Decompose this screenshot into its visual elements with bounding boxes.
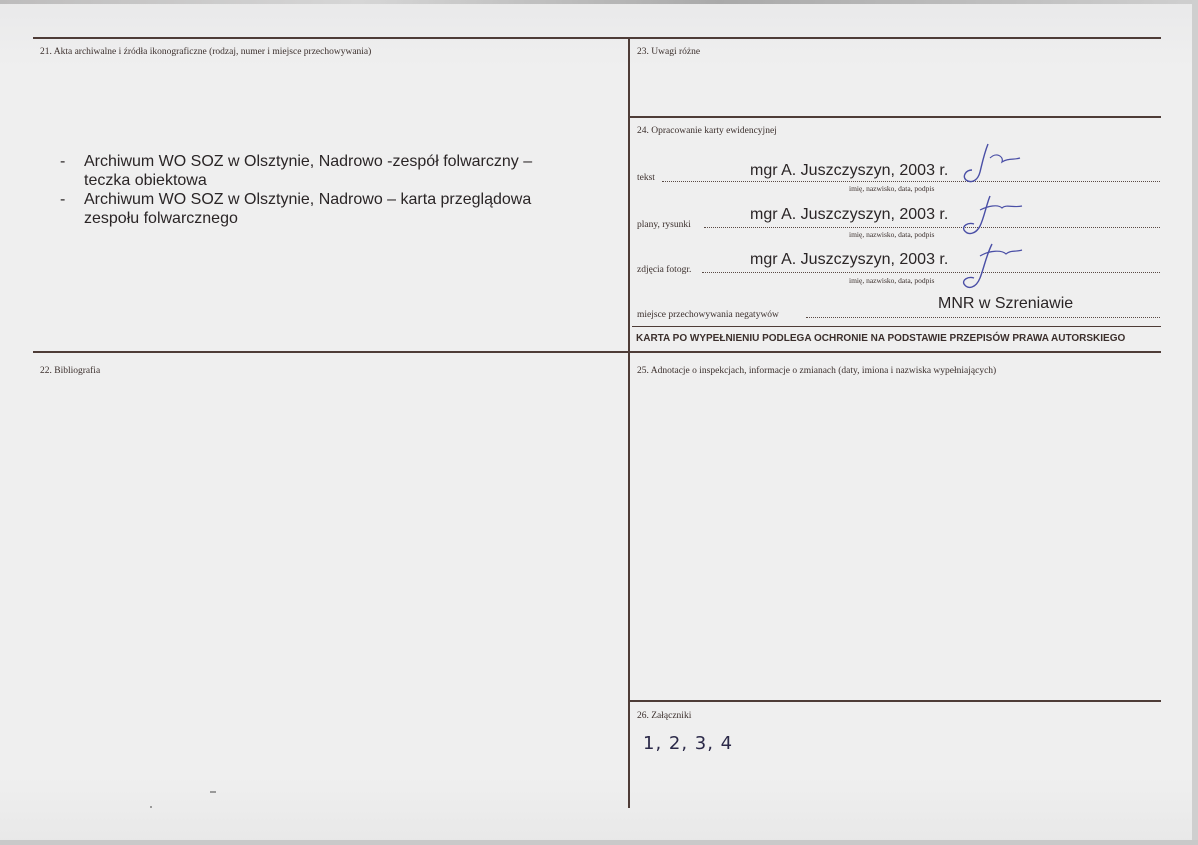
field-26-label: 26. Załączniki	[637, 711, 692, 721]
field-21-label: 21. Akta archiwalne i źródła ikonograficzne (rodzaj, numer i miejsce przechowywania)	[40, 47, 372, 57]
list-item	[60, 152, 560, 190]
paper-speck	[210, 791, 216, 793]
archive-source-1: Archiwum WO SOZ w Olsztynie, Nadrowo -zespół folwarczny – teczka obiektowa	[84, 153, 533, 189]
negatives-line	[806, 317, 1160, 318]
paper-speck	[150, 806, 152, 808]
bullet-dash: -	[60, 191, 66, 208]
list-item	[60, 190, 560, 228]
field-23-label: 23. Uwagi różne	[637, 47, 701, 57]
rule-25-26-divider	[628, 700, 1161, 702]
bullet-dash: -	[60, 153, 66, 170]
field-22-label: 22. Bibliografia	[40, 366, 101, 376]
attachments-value: 1, 2, 3, 4	[643, 733, 734, 754]
rule-top	[33, 37, 1161, 39]
row-text-value: mgr A. Juszczyszyn, 2003 r.	[750, 162, 949, 179]
row-text-line	[662, 181, 1160, 182]
rule-middle	[33, 351, 1161, 353]
field-25-label: 25. Adnotacje o inspekcjach, informacje o zmianach (daty, imiona i nazwiska wypełniających)	[637, 366, 997, 376]
negatives-label: miejsce przechowywania negatywów	[637, 310, 779, 320]
row-plans-value: mgr A. Juszczyszyn, 2003 r.	[750, 206, 949, 223]
paper-edge-top	[0, 0, 1198, 4]
row-photos-hint: imię, nazwisko, data, podpis	[849, 276, 935, 285]
signature-plans-icon	[958, 192, 1028, 244]
paper-edge-bottom	[0, 840, 1198, 845]
copyright-notice: KARTA PO WYPEŁNIENIU PODLEGA OCHRONIE NA PODSTAWIE PRZEPISÓW PRAWA AUTORSKIEGO	[636, 333, 1126, 344]
archive-source-2: Archiwum WO SOZ w Olsztynie, Nadrowo – karta przeglądowa zespołu folwarcznego	[84, 191, 532, 227]
row-photos-label: zdjęcia fotogr.	[637, 265, 692, 275]
rule-center-vertical	[628, 37, 630, 808]
row-text-label: tekst	[637, 173, 655, 183]
row-plans-line	[704, 227, 1160, 228]
row-plans-hint: imię, nazwisko, data, podpis	[849, 230, 935, 239]
archive-sources-list	[60, 152, 560, 228]
rule-23-24-divider	[628, 116, 1161, 118]
row-plans-label: plany, rysunki	[637, 220, 691, 230]
rule-notice-top	[632, 326, 1161, 327]
signature-text-icon	[958, 140, 1028, 192]
signature-photos-icon	[958, 240, 1028, 296]
paper-edge-right	[1192, 0, 1198, 845]
row-photos-line	[702, 272, 1160, 273]
negatives-value: MNR w Szreniawie	[938, 295, 1074, 312]
row-text-hint: imię, nazwisko, data, podpis	[849, 184, 935, 193]
row-photos-value: mgr A. Juszczyszyn, 2003 r.	[750, 251, 949, 268]
field-24-label: 24. Opracowanie karty ewidencyjnej	[637, 126, 777, 136]
